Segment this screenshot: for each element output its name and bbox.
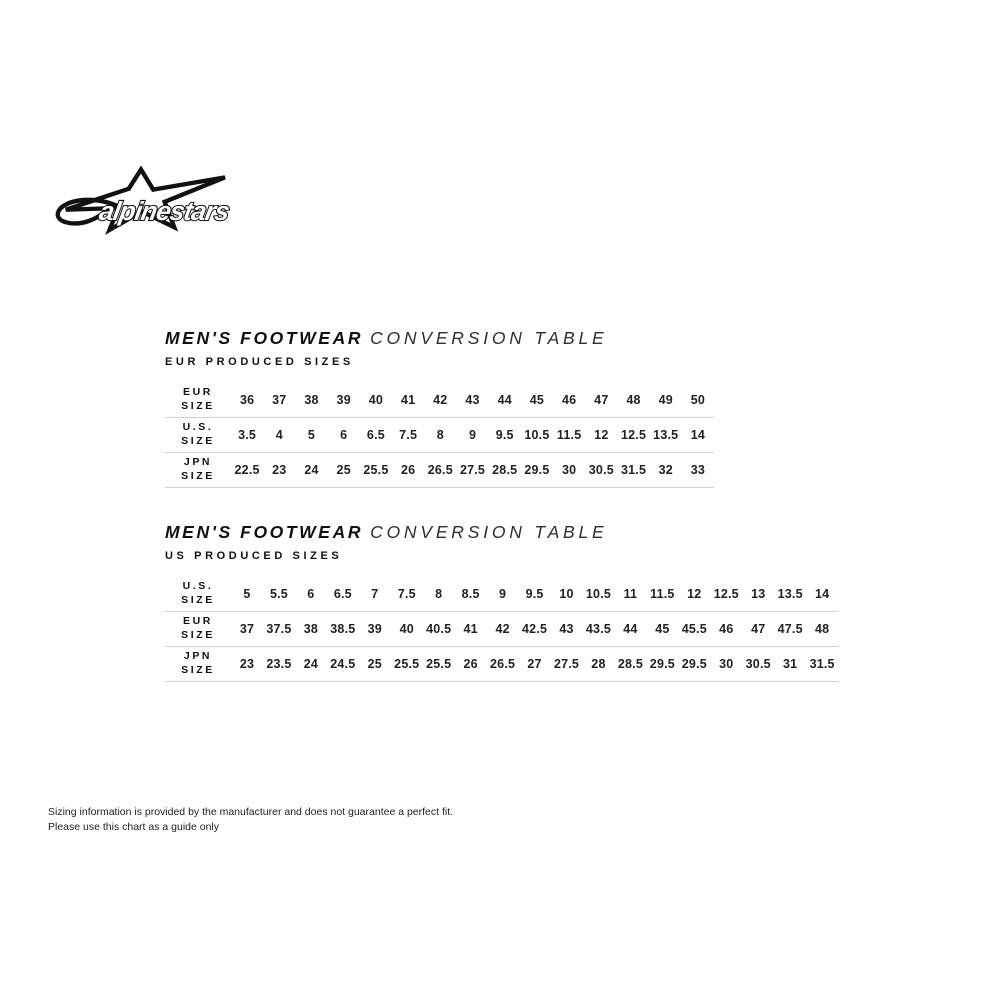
size-cell: 30: [719, 657, 734, 671]
section-title: [165, 328, 714, 349]
size-cell: 49: [658, 393, 673, 407]
size-cell: 3.5: [238, 428, 257, 442]
size-cell: 9: [468, 428, 477, 442]
size-cell: 5: [307, 428, 316, 442]
size-cell: 25.5: [363, 463, 389, 477]
table-row: [165, 612, 838, 647]
size-cell: 10.5: [585, 587, 612, 601]
alpinestars-wordmark: alpinestars: [97, 196, 230, 227]
size-cell: 27.5: [553, 657, 580, 671]
size-cell: 22.5: [234, 463, 260, 477]
size-cell: 12.5: [620, 428, 647, 442]
size-cell: 24: [303, 657, 319, 671]
alpinestars-logo-graphic: [52, 166, 230, 236]
table-row: [165, 647, 838, 682]
size-cell: 27.5: [459, 463, 486, 477]
size-cell: 47: [594, 393, 609, 407]
size-cell: 11.5: [556, 428, 582, 442]
size-cell: 43.5: [585, 622, 612, 636]
size-cell: 46: [719, 622, 734, 636]
disclaimer-line-2: Please use this chart as a guide only: [48, 820, 220, 833]
size-cell: 42: [495, 622, 510, 636]
size-cell: 28.5: [492, 463, 518, 477]
section-us-produced: [165, 522, 838, 682]
size-cell: 26.5: [427, 463, 453, 477]
size-cell: 7.5: [399, 428, 418, 442]
size-cell: 13.5: [653, 428, 679, 442]
size-cell: 25: [336, 463, 351, 477]
size-cell: 26: [463, 657, 478, 671]
section-title-main: MEN'S FOOTWEAR: [165, 328, 364, 348]
size-cell: 41: [400, 393, 416, 407]
size-cell: 45: [655, 622, 670, 636]
size-cell: 6: [340, 428, 348, 442]
size-cell: 27: [527, 657, 542, 671]
row-label: EUR SIZE: [181, 386, 215, 412]
size-cell: 12: [594, 428, 609, 442]
size-cell: 38.5: [330, 622, 356, 636]
size-cell: 13.5: [777, 587, 803, 601]
row-label: U.S. SIZE: [181, 580, 215, 606]
table-row: [165, 383, 714, 418]
size-cell: 32: [658, 463, 673, 477]
size-cell: 26.5: [490, 657, 516, 671]
size-cell: 42: [433, 393, 448, 407]
disclaimer-line-1: Sizing information is provided by the manufacturer and does not guarantee a perfect fit.: [48, 806, 454, 818]
size-cell: 48: [626, 393, 641, 407]
table-row: [165, 418, 714, 453]
size-cell: 4: [275, 428, 283, 442]
size-cell: 45.5: [681, 622, 707, 636]
row-label: JPN SIZE: [181, 456, 215, 482]
size-cell: 50: [690, 393, 706, 407]
size-cell: 23: [272, 463, 287, 477]
size-cell: 28: [591, 657, 606, 671]
size-cell: 33: [690, 463, 706, 477]
size-cell: 40.5: [426, 622, 452, 636]
size-cell: 24: [304, 463, 319, 477]
size-cell: 30.5: [745, 657, 771, 671]
conversion-table-us-produced: [165, 577, 838, 682]
size-cell: 13: [751, 587, 766, 601]
size-cell: 38: [304, 393, 319, 407]
section-eur-produced: [165, 328, 714, 488]
size-cell: 24.5: [330, 657, 356, 671]
size-cell: 14: [814, 587, 830, 601]
conversion-table-eur-produced: [165, 383, 714, 488]
size-cell: 9.5: [495, 428, 514, 442]
size-cell: 11.5: [650, 587, 675, 601]
size-cell: 41: [463, 622, 478, 636]
size-cell: 25.5: [426, 657, 452, 671]
size-cell: 37.5: [266, 622, 292, 636]
size-cell: 29.5: [524, 463, 550, 477]
size-cell: 31.5: [809, 657, 835, 671]
size-cell: 30: [561, 463, 577, 477]
size-cell: 29.5: [649, 657, 675, 671]
size-cell: 36: [239, 393, 255, 407]
size-cell: 12.5: [713, 587, 739, 601]
size-cell: 23: [239, 657, 255, 671]
size-cell: 10.5: [524, 428, 550, 442]
size-cell: 43: [559, 622, 574, 636]
size-cell: 43: [465, 393, 480, 407]
size-cell: 29.5: [681, 657, 707, 671]
size-cell: 31: [783, 657, 798, 671]
size-cell: 47.5: [777, 622, 803, 636]
size-cell: 40: [399, 622, 414, 636]
section-title-main: MEN'S FOOTWEAR: [165, 522, 364, 542]
size-cell: 10: [559, 587, 574, 601]
disclaimer: [48, 805, 453, 834]
size-cell: 14: [690, 428, 706, 442]
section-subtitle: EUR PRODUCED SIZES: [165, 356, 354, 368]
size-cell: 8: [435, 587, 443, 601]
size-cell: 44: [497, 393, 512, 407]
size-cell: 6.5: [366, 428, 385, 442]
size-cell: 12: [687, 587, 702, 601]
size-cell: 45: [529, 393, 545, 407]
size-cell: 31.5: [620, 463, 647, 477]
size-cell: 7.5: [397, 587, 416, 601]
size-cell: 6: [307, 587, 315, 601]
alpinestars-logo: [52, 166, 230, 236]
size-cell: 6.5: [333, 587, 352, 601]
section-title-sub: CONVERSION TABLE: [370, 328, 608, 348]
size-cell: 7: [371, 587, 379, 601]
size-cell: 25.5: [394, 657, 420, 671]
size-cell: 37: [272, 393, 287, 407]
row-label: U.S. SIZE: [181, 421, 215, 447]
size-cell: 23.5: [266, 657, 292, 671]
section-title: [165, 522, 838, 543]
size-cell: 8: [436, 428, 444, 442]
size-cell: 28.5: [617, 657, 643, 671]
size-cell: 5: [243, 587, 251, 601]
size-cell: 46: [561, 393, 577, 407]
size-cell: 39: [336, 393, 351, 407]
size-cell: 30.5: [588, 463, 614, 477]
size-cell: 37: [239, 622, 255, 636]
size-cell: 25: [367, 657, 382, 671]
size-cell: 39: [367, 622, 382, 636]
section-title-sub: CONVERSION TABLE: [370, 522, 608, 542]
size-cell: 38: [303, 622, 319, 636]
row-label: EUR SIZE: [181, 615, 215, 641]
size-cell: 5.5: [269, 587, 288, 601]
size-cell: 8.5: [461, 587, 480, 601]
size-cell: 48: [814, 622, 830, 636]
table-row: [165, 577, 838, 612]
section-subtitle: US PRODUCED SIZES: [165, 550, 343, 562]
size-cell: 40: [368, 393, 384, 407]
row-label: JPN SIZE: [181, 650, 215, 676]
size-cell: 9: [499, 587, 507, 601]
size-cell: 42.5: [521, 622, 548, 636]
size-cell: 26: [400, 463, 416, 477]
table-row: [165, 453, 714, 488]
size-cell: 44: [623, 622, 638, 636]
size-cell: 11: [623, 587, 638, 601]
size-cell: 9.5: [525, 587, 544, 601]
size-cell: 47: [751, 622, 766, 636]
